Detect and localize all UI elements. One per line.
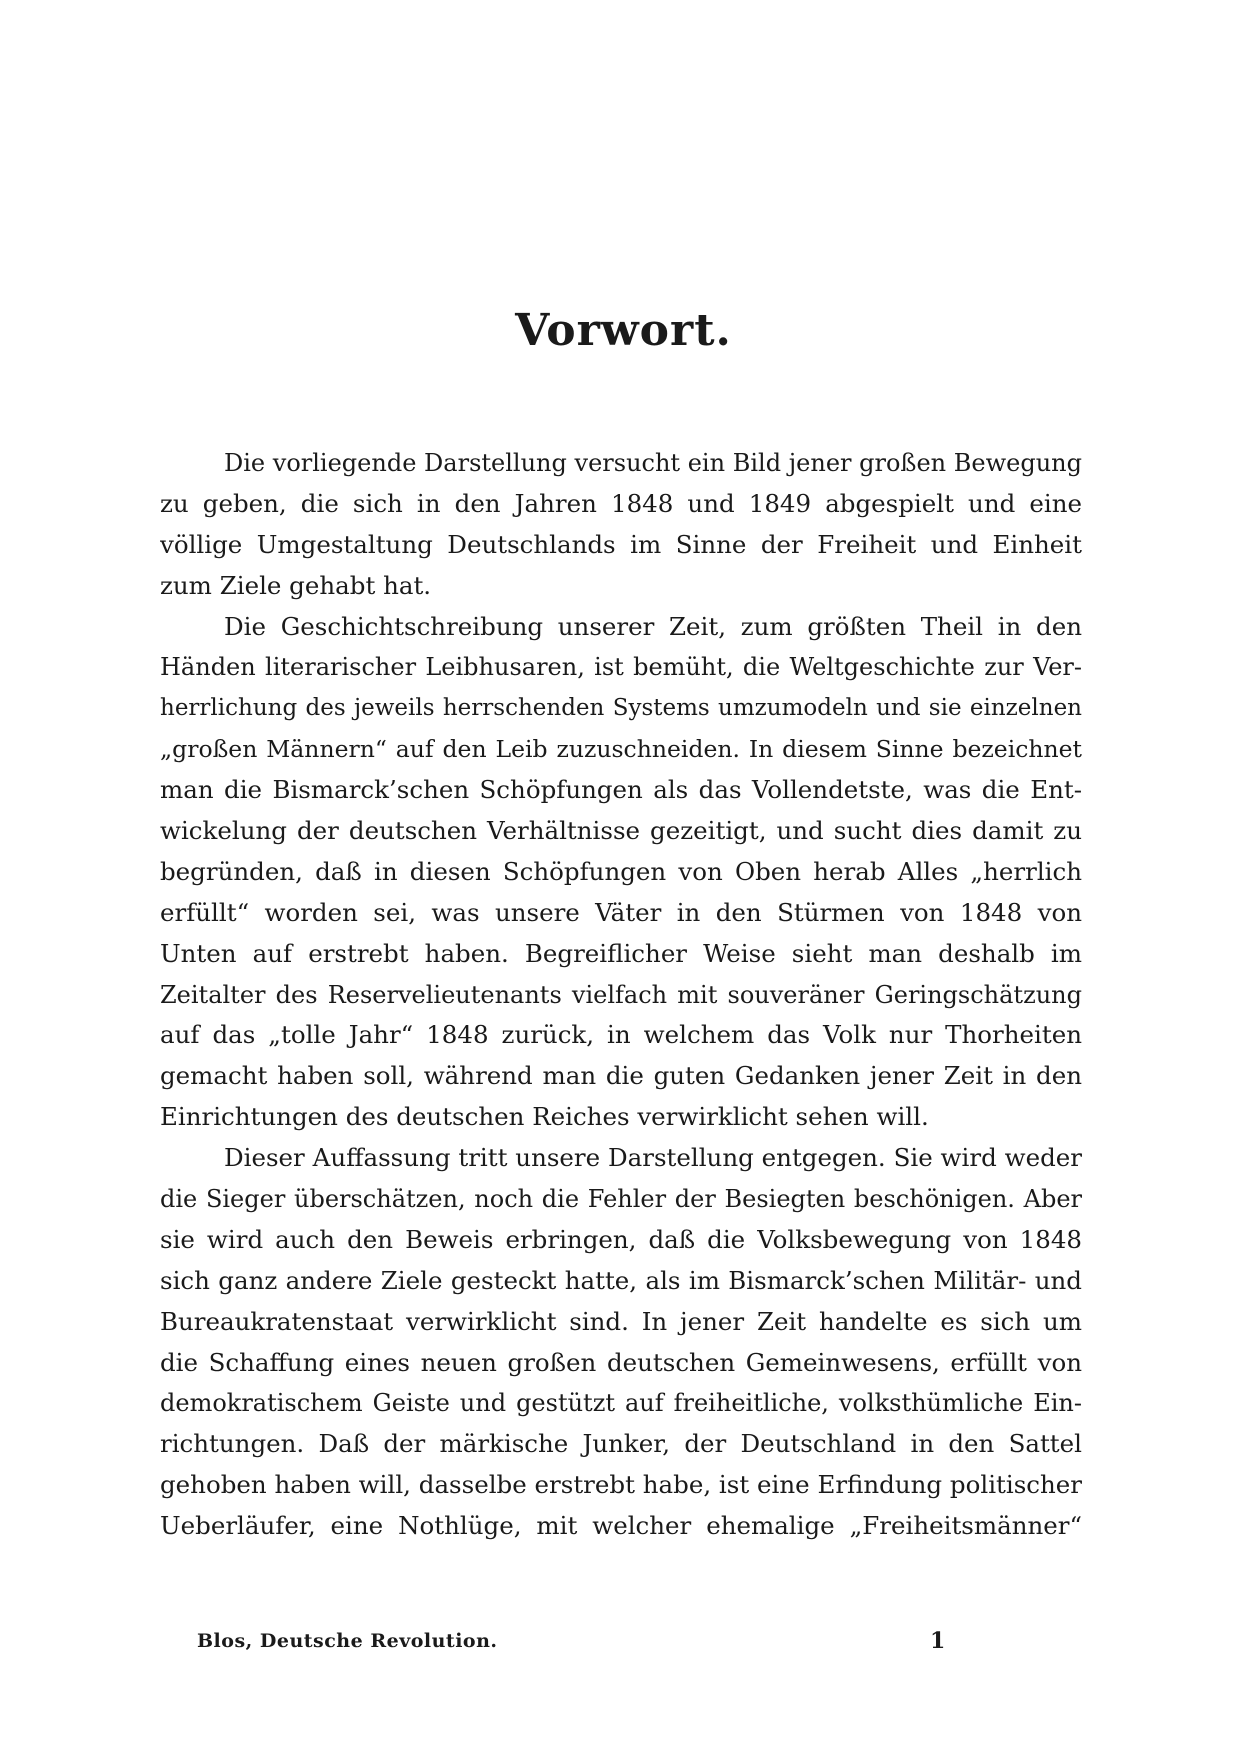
text-line: völlige Umgestaltung Deutschlands im Sinne der Freiheit und Einheit bbox=[160, 529, 1082, 559]
text-line: erfüllt“ worden sei, was unsere Väter in den Stürmen von 1848 von bbox=[160, 897, 1082, 927]
text-line: begründen, daß in diesen Schöpfungen von Oben herab Alles „herrlich bbox=[160, 856, 1082, 886]
text-line: sich ganz andere Ziele gesteckt hatte, als im Bismarck’schen Militär- und bbox=[160, 1265, 1082, 1295]
text-line: zum Ziele gehabt hat. bbox=[160, 570, 432, 600]
footer-source: Blos, Deutsche Revolution. bbox=[197, 1630, 498, 1652]
text-line: Bureaukratenstaat verwirklicht sind. In jener Zeit handelte es sich um bbox=[160, 1306, 1082, 1336]
text-line: „großen Männern“ auf den Leib zuzuschneiden. In diesem Sinne bezeichnet bbox=[160, 735, 1082, 764]
page-footer bbox=[0, 1626, 1247, 1656]
text-line: herrlichung des jeweils herrschenden Systems umzumodeln und sie einzelnen bbox=[160, 695, 1082, 722]
paragraph-2 bbox=[160, 607, 1082, 1139]
text-line: gemacht haben soll, während man die guten Gedanken jener Zeit in den bbox=[160, 1061, 1082, 1091]
text-line: Ueberläufer, eine Nothlüge, mit welcher ehemalige „Freiheitsmänner“ bbox=[160, 1511, 1082, 1541]
text-line: man die Bismarck’schen Schöpfungen als das Vollendetste, was die Ent- bbox=[160, 775, 1082, 805]
text-line: gehoben haben will, dasselbe erstrebt habe, ist eine Erfindung politischer bbox=[160, 1470, 1082, 1500]
text-line: auf das „tolle Jahr“ 1848 zurück, in welchem das Volk nur Thorheiten bbox=[160, 1020, 1082, 1050]
text-line: Zeitalter des Reservelieutenants vielfach mit souveräner Geringschätzung bbox=[160, 980, 1082, 1009]
text-line: richtungen. Daß der märkische Junker, der Deutschland in den Sattel bbox=[160, 1429, 1082, 1459]
text-line: Die Geschichtschreibung unserer Zeit, zum größten Theil in den bbox=[224, 611, 1082, 641]
text-line: demokratischem Geiste und gestützt auf freiheitliche, volksthümliche Ein- bbox=[160, 1389, 1082, 1418]
text-line: die Schaffung eines neuen großen deutschen Gemeinwesens, erfüllt von bbox=[160, 1347, 1082, 1377]
text-line: wickelung der deutschen Verhältnisse gezeitigt, und sucht dies damit zu bbox=[160, 816, 1082, 846]
text-line: die Sieger überschätzen, noch die Fehler der Besiegten beschönigen. Aber bbox=[160, 1185, 1082, 1214]
text-line: Die vorliegende Darstellung versucht ein Bild jener großen Bewegung bbox=[224, 449, 1082, 477]
paragraph-1 bbox=[160, 443, 1082, 607]
text-line: sie wird auch den Beweis erbringen, daß die Volksbewegung von 1848 bbox=[160, 1224, 1082, 1254]
paragraph-3 bbox=[160, 1138, 1082, 1547]
page-title: Vorwort. bbox=[515, 305, 732, 356]
body-text bbox=[160, 443, 1082, 1547]
text-line: Einrichtungen des deutschen Reiches verwirklicht sehen will. bbox=[160, 1102, 929, 1132]
text-line: Unten auf erstrebt haben. Begreiflicher Weise sieht man deshalb im bbox=[160, 938, 1082, 968]
text-line: zu geben, die sich in den Jahren 1848 und 1849 abgespielt und eine bbox=[160, 488, 1082, 518]
text-line: Dieser Auffassung tritt unsere Darstellung entgegen. Sie wird weder bbox=[224, 1143, 1082, 1173]
text-line: Händen literarischer Leibhusaren, ist bemüht, die Weltgeschichte zur Ver- bbox=[160, 653, 1082, 682]
page-number: 1 bbox=[930, 1628, 946, 1654]
